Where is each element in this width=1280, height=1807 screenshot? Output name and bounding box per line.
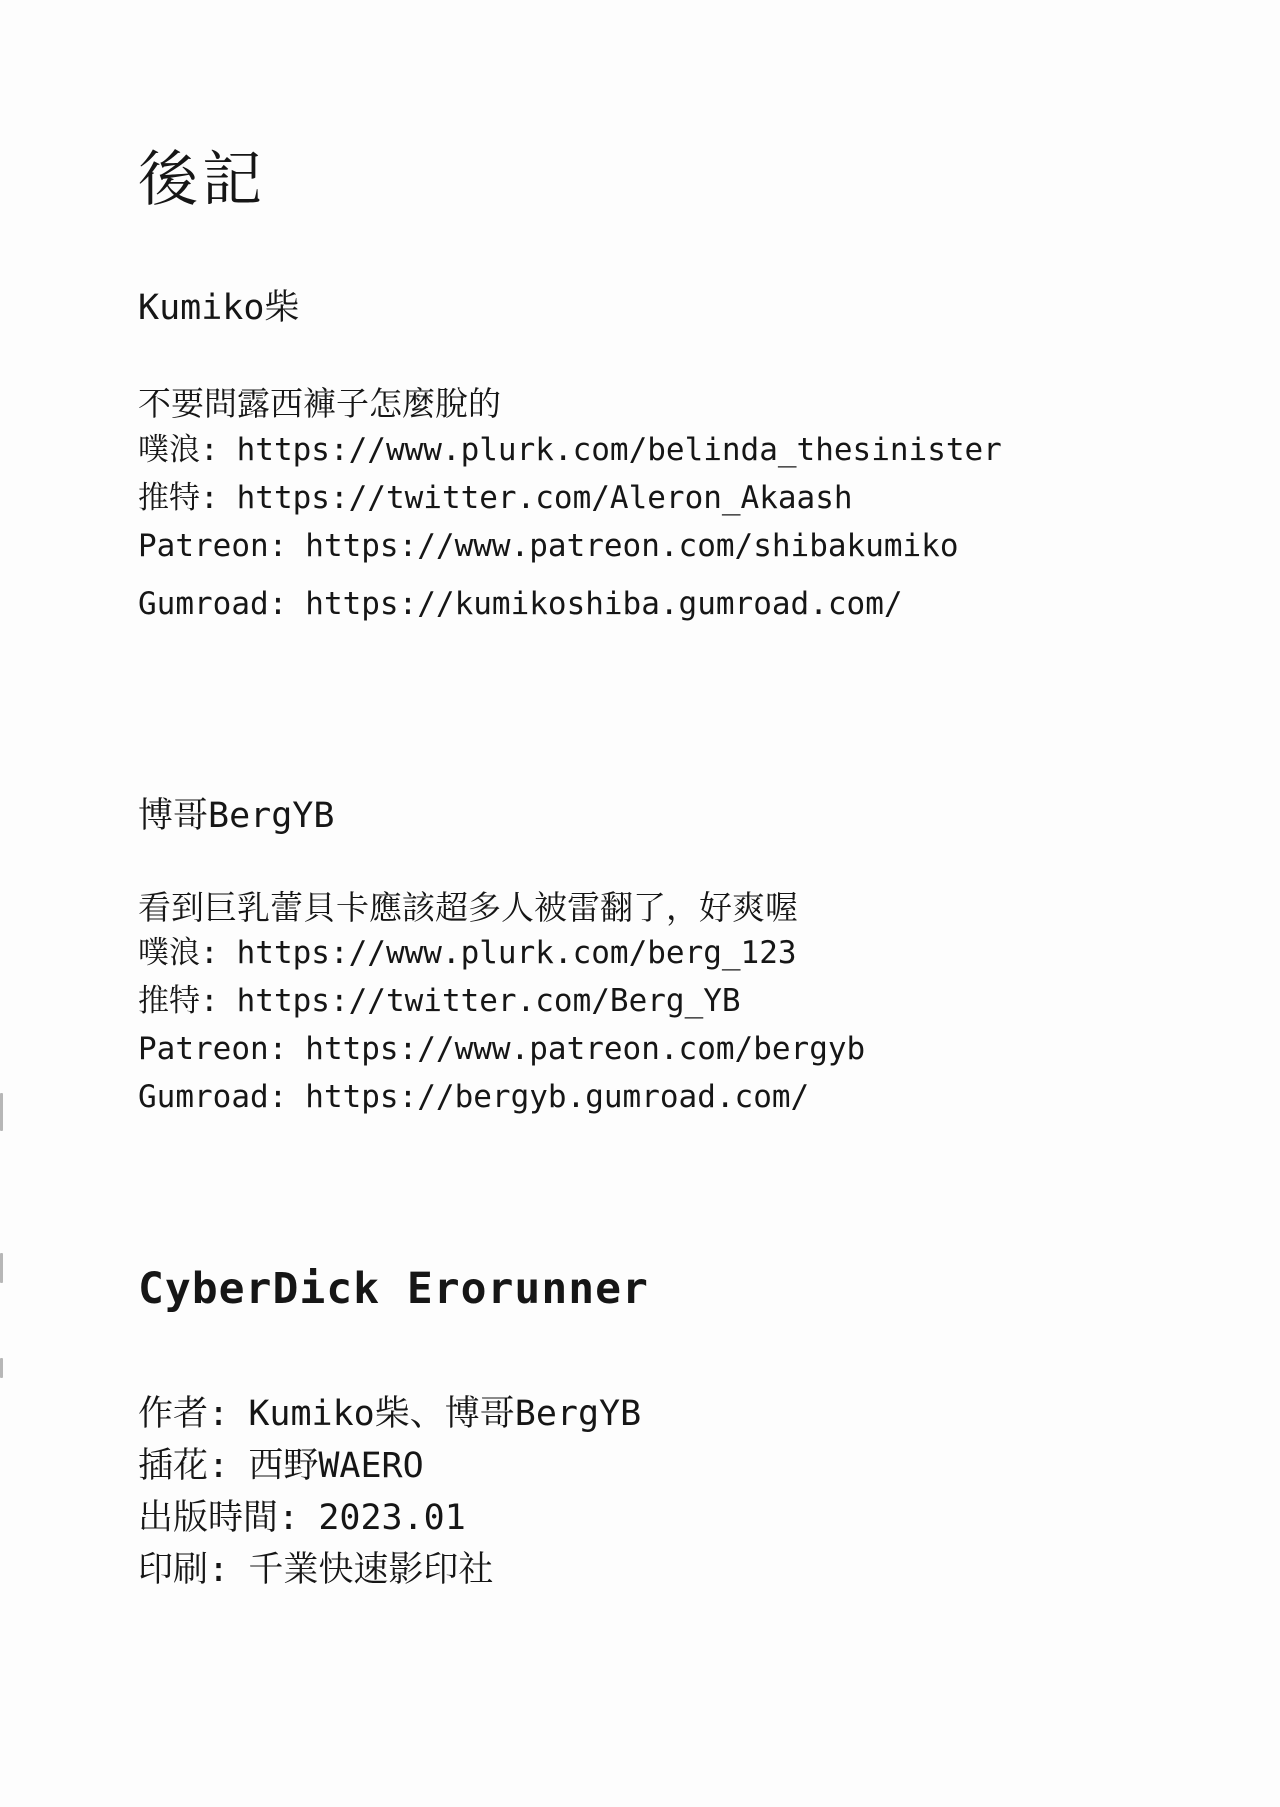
link-url: https://www.plurk.com/belinda_thesinister [236, 432, 1002, 468]
contact-link-row [138, 476, 1002, 524]
credit-value: Kumiko柴、博哥BergYB [248, 1394, 642, 1434]
author-comment-kumiko: 不要問露西褲子怎麼脫的 [138, 384, 501, 423]
colophon-credits [138, 1390, 641, 1598]
contact-link-row [138, 428, 1002, 476]
credit-row-guest-art [138, 1442, 641, 1494]
contact-link-row [138, 582, 1002, 630]
scan-artifact [0, 1253, 3, 1283]
contact-links-kumiko [138, 428, 1002, 630]
credit-label: 插花: [138, 1446, 230, 1486]
author-name-kumiko: Kumiko柴 [138, 288, 300, 328]
link-url: https://www.plurk.com/berg_123 [236, 935, 797, 971]
author-comment-bergyb: 看到巨乳蕾貝卡應該超多人被雷翻了，好爽喔 [138, 888, 798, 927]
link-label: 推特: [138, 480, 219, 516]
credit-row-publish-date [138, 1494, 641, 1546]
link-label: 噗浪: [138, 432, 219, 468]
link-url: https://bergyb.gumroad.com/ [305, 1079, 810, 1115]
credit-value: 西野WAERO [248, 1446, 424, 1486]
link-url: https://twitter.com/Aleron_Akaash [236, 480, 853, 516]
credit-row-printer [138, 1546, 641, 1598]
credit-row-author [138, 1390, 641, 1442]
link-label: Gumroad: [138, 586, 288, 622]
link-label: 推特: [138, 983, 219, 1019]
credit-label: 印刷: [138, 1550, 230, 1590]
page-title: 後記 [138, 145, 266, 215]
contact-link-row [138, 931, 865, 979]
credit-value: 千業快速影印社 [248, 1550, 494, 1590]
link-url: https://www.patreon.com/shibakumiko [305, 528, 959, 564]
link-label: Patreon: [138, 1031, 288, 1067]
scan-artifact [0, 1358, 3, 1378]
scan-artifact [0, 1093, 3, 1131]
link-label: Patreon: [138, 528, 288, 564]
link-url: https://twitter.com/Berg_YB [236, 983, 741, 1019]
contact-link-row [138, 1027, 865, 1075]
contact-link-row [138, 1075, 865, 1123]
contact-link-row [138, 524, 1002, 572]
credit-value: 2023.01 [318, 1498, 466, 1538]
contact-links-bergyb [138, 931, 865, 1123]
author-name-bergyb: 博哥BergYB [138, 796, 335, 836]
credit-label: 作者: [138, 1394, 230, 1434]
link-label: 噗浪: [138, 935, 219, 971]
link-url: https://www.patreon.com/bergyb [305, 1031, 866, 1067]
link-url: https://kumikoshiba.gumroad.com/ [305, 586, 903, 622]
credit-label: 出版時間: [138, 1498, 300, 1538]
contact-link-row [138, 979, 865, 1027]
link-label: Gumroad: [138, 1079, 288, 1115]
book-title: CyberDick Erorunner [138, 1264, 649, 1314]
